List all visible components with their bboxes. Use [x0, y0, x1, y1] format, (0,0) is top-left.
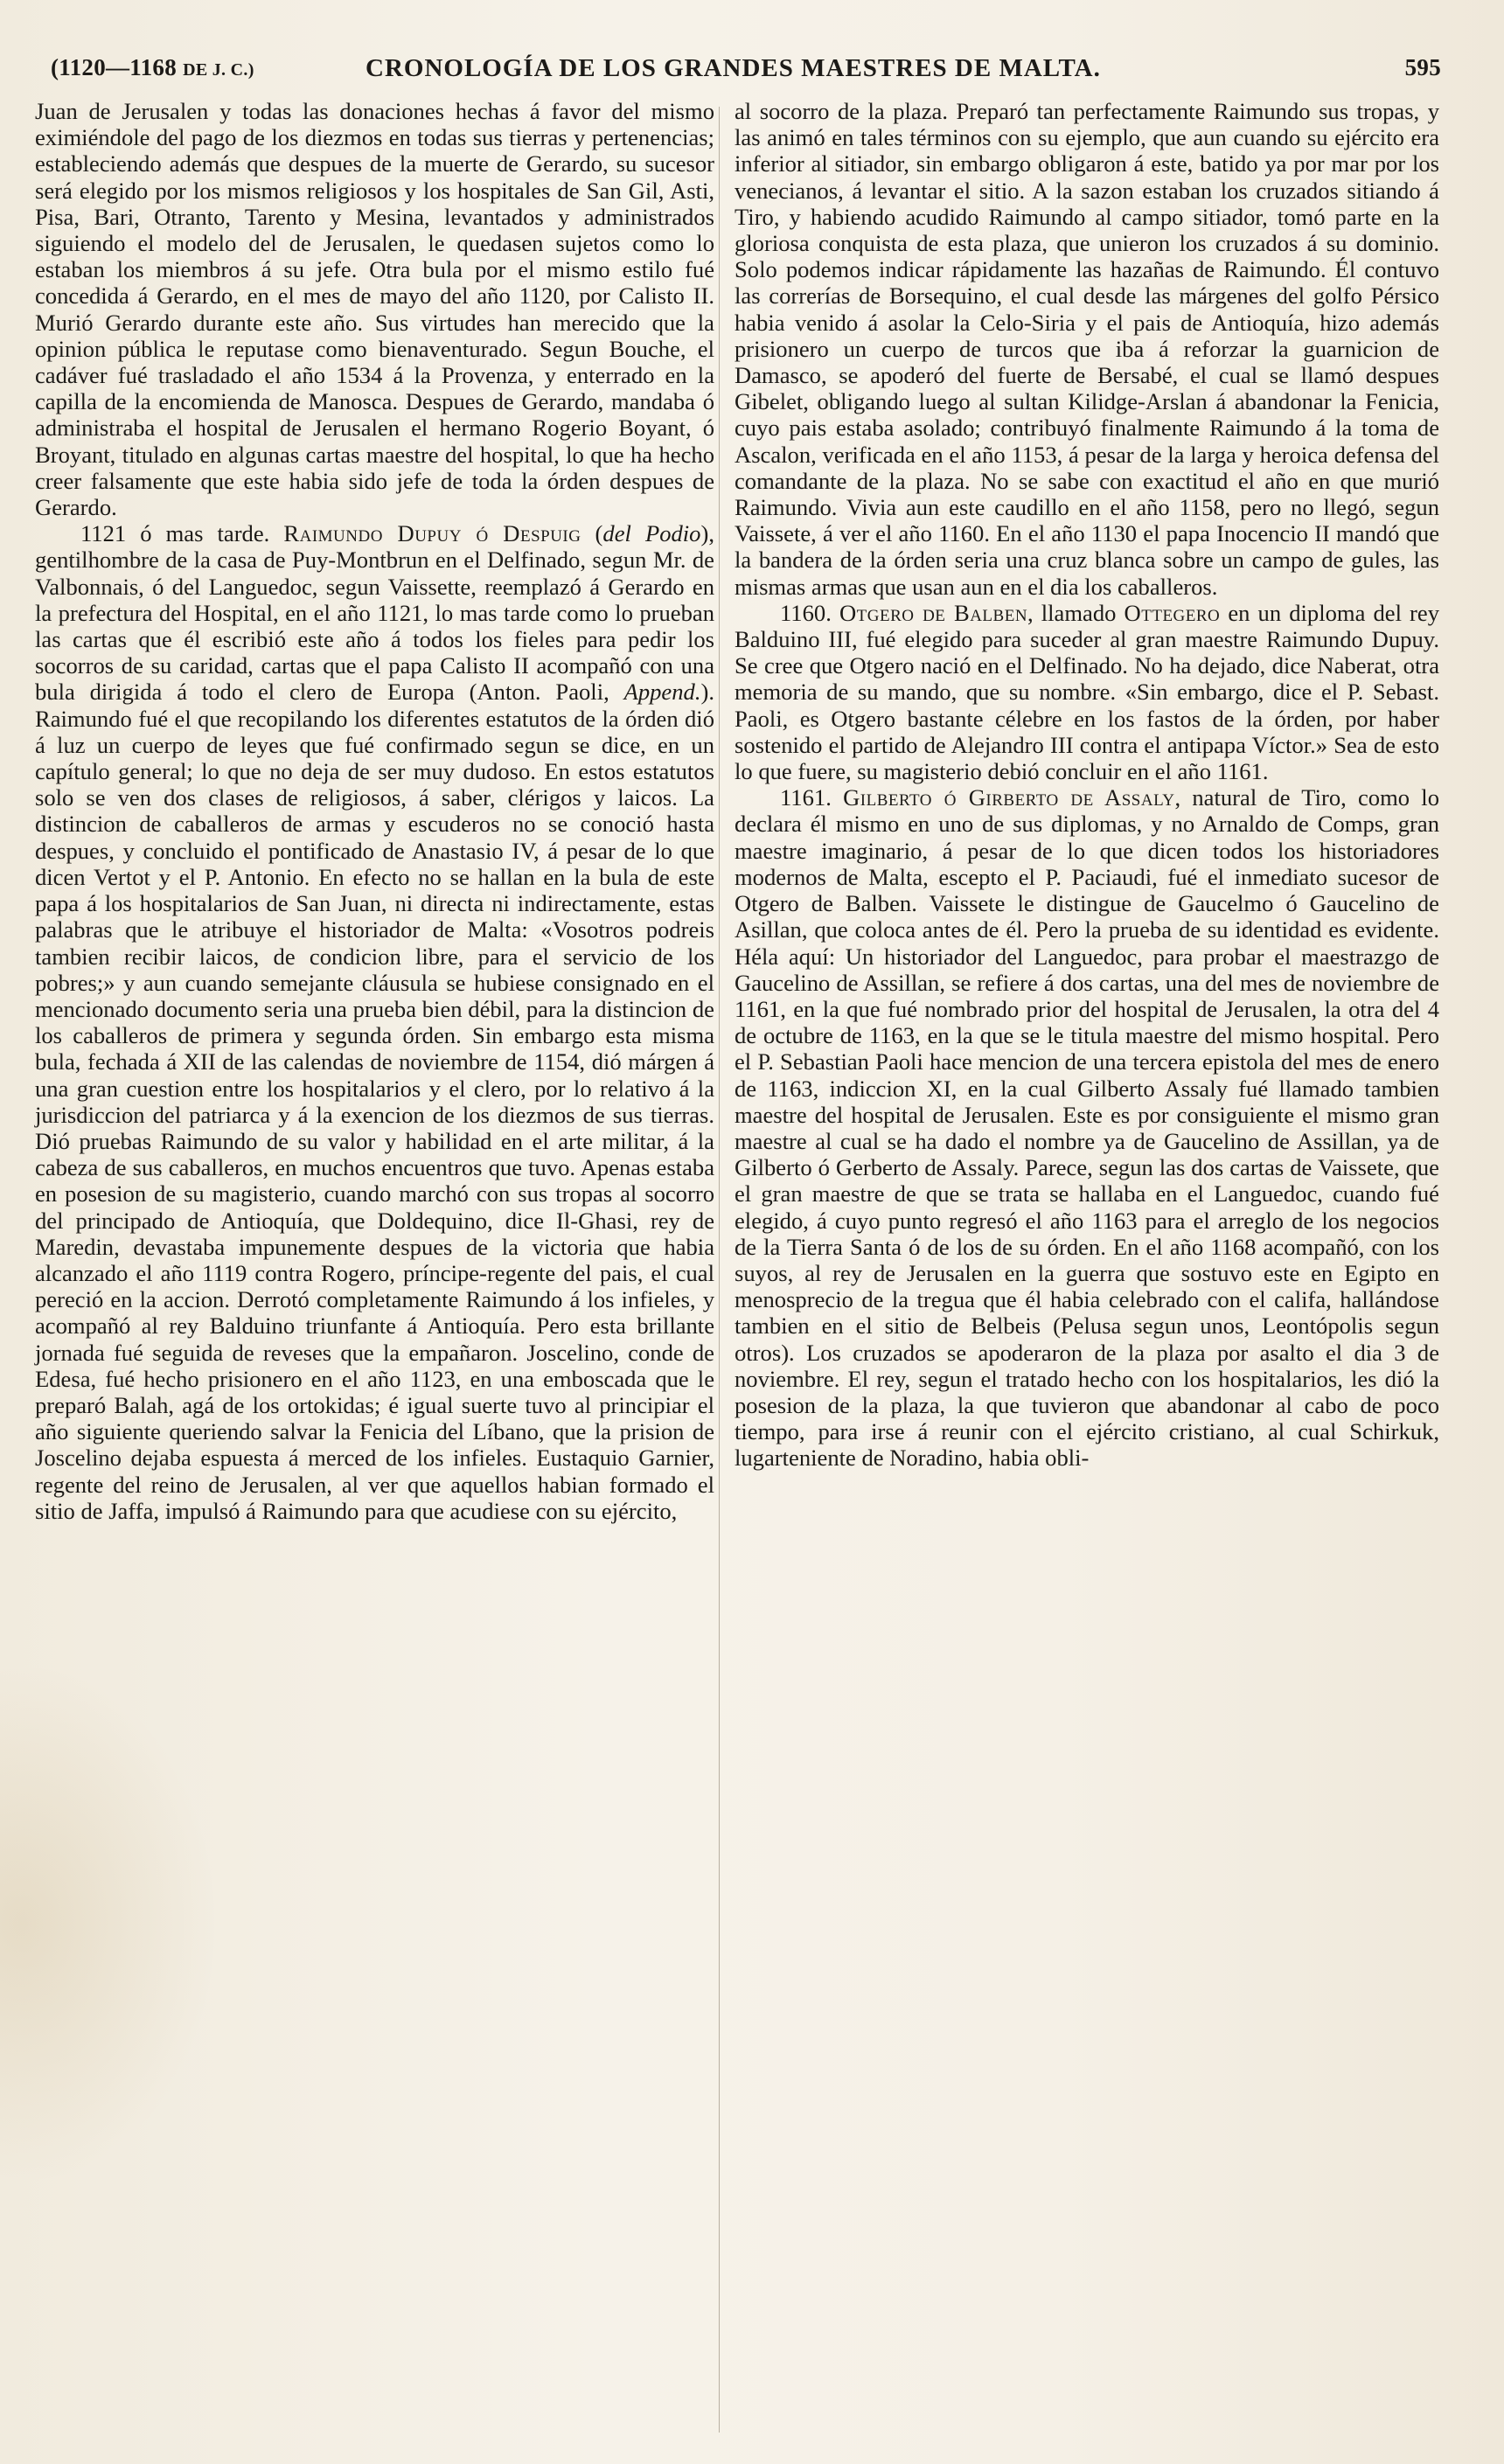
column-divider	[719, 107, 720, 2433]
text-run: en un diploma del rey Balduino III, fué elegido para suceder al gran maestre Raimundo Dupuy. Se cree que Otgero nació en el Delfinado. No ha dejado, dice Naberat, otra memoria de su mando, que su nombre. «Sin embargo, dice el P. Sebast. Paoli, es Otgero bastante célebre en los fastos de la órden, por haber sostenido el partido de Alejandro III contra el antipapa Víctor.» Sea de esto lo que fuere, su magisterio debió concluir en el año 1161.	[735, 599, 1439, 785]
entry-name: Raimundo Dupuy ó Despuig	[283, 520, 581, 547]
entry-raimundo-dupuy	[35, 520, 714, 1524]
italic-text: del Podio	[602, 520, 701, 547]
paragraph-gerardo-end: Juan de Jerusalen y todas las donaciones hechas á favor del mismo eximiéndole del pago de los diezmos en todas sus tierras y pertenencias; estableciendo además que despues de la muerte de Gerardo, su sucesor será elegido por los mismos religiosos y los hospitales de San Gil, Asti, Pisa, Bari, Otranto, Tarento y Mesina, levantados y administrados siguiendo el modelo del de Jerusalen, le quedasen sujetos como lo estaban los miembros á su jefe. Otra bula por el mismo estilo fué concedida á Gerardo, en el mes de mayo del año 1120, por Calisto II. Murió Gerardo durante este año. Sus virtudes han merecido que la opinion pública le reputase como bienaventurado. Segun Bouche, el cadáver fué trasladado el año 1534 á la Provenza, y enterrado en la capilla de la encomienda de Manosca. Despues de Gerardo, mandaba ó administraba el hospital de Jerusalen el hermano Rogerio Boyant, ó Broyant, titulado en algunas cartas maestre del hospital, lo que ha hecho creer falsamente que este habia sido jefe de toda la órden despues de Gerardo.	[35, 98, 714, 521]
entry-year: 1121 ó mas tarde.	[80, 520, 270, 547]
text-run: ). Raimundo fué el que recopilando los diferentes estatutos de la órden dió á luz un cuerpo de leyes que fué confirmado segun se dice, en un capítulo general; lo que no deja de ser muy dudoso. En estos estatutos solo se ven dos clases de religiosos, á saber, clérigos y laicos. La distincion de caballeros de armas y escuderos no se conoció hasta despues, y concluido el pontificado de Anastasio IV, á pesar de lo que dicen Vertot y el P. Antonio. En efecto no se hallan en la bula de este papa á los hospitalarios de San Juan, ni directa ni indirectamente, estas palabras que le atribuye el historiador de Malta: «Vosotros podreis tambien recibir laicos, de condicion libre, para el servicio de los pobres;» y aun cuando semejante cláusula se hubiese consignado en el mencionado documento seria una prueba bien débil, para la distincion de los caballeros de primera y segunda órden. Sin embargo esta misma bula, fechada á XII de las calendas de noviembre de 1154, dió márgen á una gran cuestion entre los hospitalarios y el clero, por lo relativo á la jurisdiccion del patriarca y á la exencion de los diezmos de sus tierras. Dió pruebas Raimundo de su valor y habilidad en el arte militar, á la cabeza de sus caballeros, en muchos encuentros que tuvo. Apenas estaba en posesion de su magisterio, cuando marchó con sus tropas al socorro del principado de Antioquía, que Doldequino, dice Il-Ghasi, rey de Maredin, devastaba impunemente despues de la victoria que habia alcanzado el año 1119 contra Rogero, príncipe-regente del pais, el cual pereció en la accion. Derrotó completamente Raimundo á los infieles, y acompañó al rey Balduino triunfante á Antioquía. Pero esta brillante jornada fué seguida de reveses que la empañaron. Joscelino, conde de Edesa, fué hecho prisionero en el año 1123, en una emboscada que le preparó Balah, agá de los ortokidas; é igual suerte tuvo al principiar el año siguiente queriendo salvar la Fenicia del Líbano, que la prision de Joscelino dejaba espuesta á merced de los infieles. Eustaquio Garnier, regente del reino de Jerusalen, al ver que aquellos habian formado el sitio de Jaffa, impulsó á Raimundo para que acudiese con su ejército,	[35, 679, 714, 1524]
left-column	[35, 98, 714, 1524]
header-title: CRONOLOGÍA DE LOS GRANDES MAESTRES DE MALTA.	[366, 54, 1101, 82]
header-range: (1120—1168	[51, 54, 178, 80]
header-date-range	[51, 54, 254, 81]
italic-text: Append.	[623, 679, 701, 706]
entry-alias: Ottegero	[1124, 599, 1221, 626]
entry-year: 1161.	[780, 784, 832, 811]
paragraph-raimundo-cont: al socorro de la plaza. Preparó tan perfectamente Raimundo sus tropas, y las animó en tales términos con su ejemplo, que aun cuando su ejército era inferior al sitiador, sin embargo obligaron á este, batido ya por mar por los venecianos, á levantar el sitio. A la sazon estaban los cruzados sitiando á Tiro, y habiendo acudido Raimundo al campo sitiador, tomó parte en la gloriosa conquista de esta plaza, que unieron los cruzados á su dominio. Solo podemos indicar rápidamente las hazañas de Raimundo. Él contuvo las correrías de Borsequino, el cual desde las márgenes del golfo Pérsico habia venido á asolar la Celo-Siria y el pais de Antioquía, hizo además prisionero un cuerpo de turcos que iba á reforzar la guarnicion de Damasco, se apoderó del fuerte de Bersabé, el cual se llamó despues Gibelet, obligando luego al sultan Kilidge-Arslan á abandonar la Fenicia, cuyo pais estaba asolado; contribuyó finalmente Raimundo á la toma de Ascalon, verificada en el año 1153, á pesar de la larga y heroica defensa del comandante de la plaza. No se sabe con exactitud el año en que murió Raimundo. Vivia aun este caudillo en el año 1158, pero no llegó, segun Vaissete, á ver el año 1160. En el año 1130 el papa Inocencio II mandó que la bandera de la órden seria una cruz blanca sobre un campo de gules, las mismas armas que usan aun en el dia los caballeros.	[735, 98, 1439, 600]
entry-name: Otgero de Balben	[839, 599, 1028, 626]
text-run: ), gentilhombre de la casa de Puy-Montbrun en el Delfinado, segun Mr. de Valbonnais, ó del Languedoc, segun Vaissette, reemplazó á Gerardo en la prefectura del Hospital, en el año 1121, lo mas tarde como lo prueban las cartas que él escribió este año á todos los fieles para pedir los socorros de su caridad, cartas que el papa Calisto II acompañó con una bula dirigida á todo el clero de Europa (Anton. Paoli,	[35, 520, 714, 706]
paper-stain	[0, 1661, 219, 2186]
page-number: 595	[1404, 54, 1441, 80]
entry-year: 1160.	[780, 599, 832, 626]
text-run: , llamado	[1027, 599, 1125, 626]
text-run: (	[595, 520, 603, 547]
entry-otgero-de-balben	[735, 600, 1439, 784]
right-column	[735, 98, 1439, 1472]
text-run: , natural de Tiro, como lo declara él mismo en uno de sus diplomas, y no Arnaldo de Comps, gran maestre imaginario, á pesar de lo que dicen todos los historiadores modernos de Malta, escepto el P. Paciaudi, fué el inmediato sucesor de Otgero de Balben. Vaissete le distingue de Gaucelmo ó Gaucelino de Asillan, que coloca antes de él. Pero la prueba de su identidad es evidente. Héla aquí: Un historiador del Languedoc, para probar el maestrazgo de Gaucelino de Assillan, se refiere á dos cartas, una del mes de noviembre de 1161, en la que fué nombrado prior del hospital de Jerusalen, la otra del 4 de octubre de 1163, en la que se le titula maestre del mismo hospital. Pero el P. Sebastian Paoli hace mencion de una tercera epistola del mes de enero de 1163, indiccion XI, en la cual Gilberto Assaly fué llamado tambien maestre del hospital de Jerusalen. Este es por consiguiente el mismo gran maestre al cual se ha dado el nombre ya de Gaucelino de Assillan, ya de Gilberto ó Gerberto de Assaly. Parece, segun las dos cartas de Vaissete, que el gran maestre de que se trata se hallaba en el Languedoc, cuando fué elegido, á cuyo punto regresó el año 1163 para el arreglo de los negocios de la Tierra Santa ó de los de su órden. En el año 1168 acompañó, con los suyos, al rey de Jerusalen en la guerra que sostuvo este en Egipto en menosprecio de la tregua que él habia celebrado con el califa, hallándose tambien en el sitio de Belbeis (Pelusa segun unos, Leontópolis segun otros). Los cruzados se apoderaron de la plaza por asalto el dia 3 de noviembre. El rey, segun el tratado hecho con los hospitalarios, les dió la posesion de la plaza, la que tuvieron que abandonar al cabo de poco tiempo, para irse á reunir con el ejército cristiano, al cual Schirkuk, lugarteniente de Noradino, habia obli-	[735, 784, 1439, 1472]
entry-gilberto-de-assaly	[735, 784, 1439, 1471]
header-era: DE J. C.)	[183, 60, 254, 80]
running-header	[51, 54, 1441, 94]
entry-name: Gilberto ó Girberto de Assaly	[843, 784, 1175, 811]
